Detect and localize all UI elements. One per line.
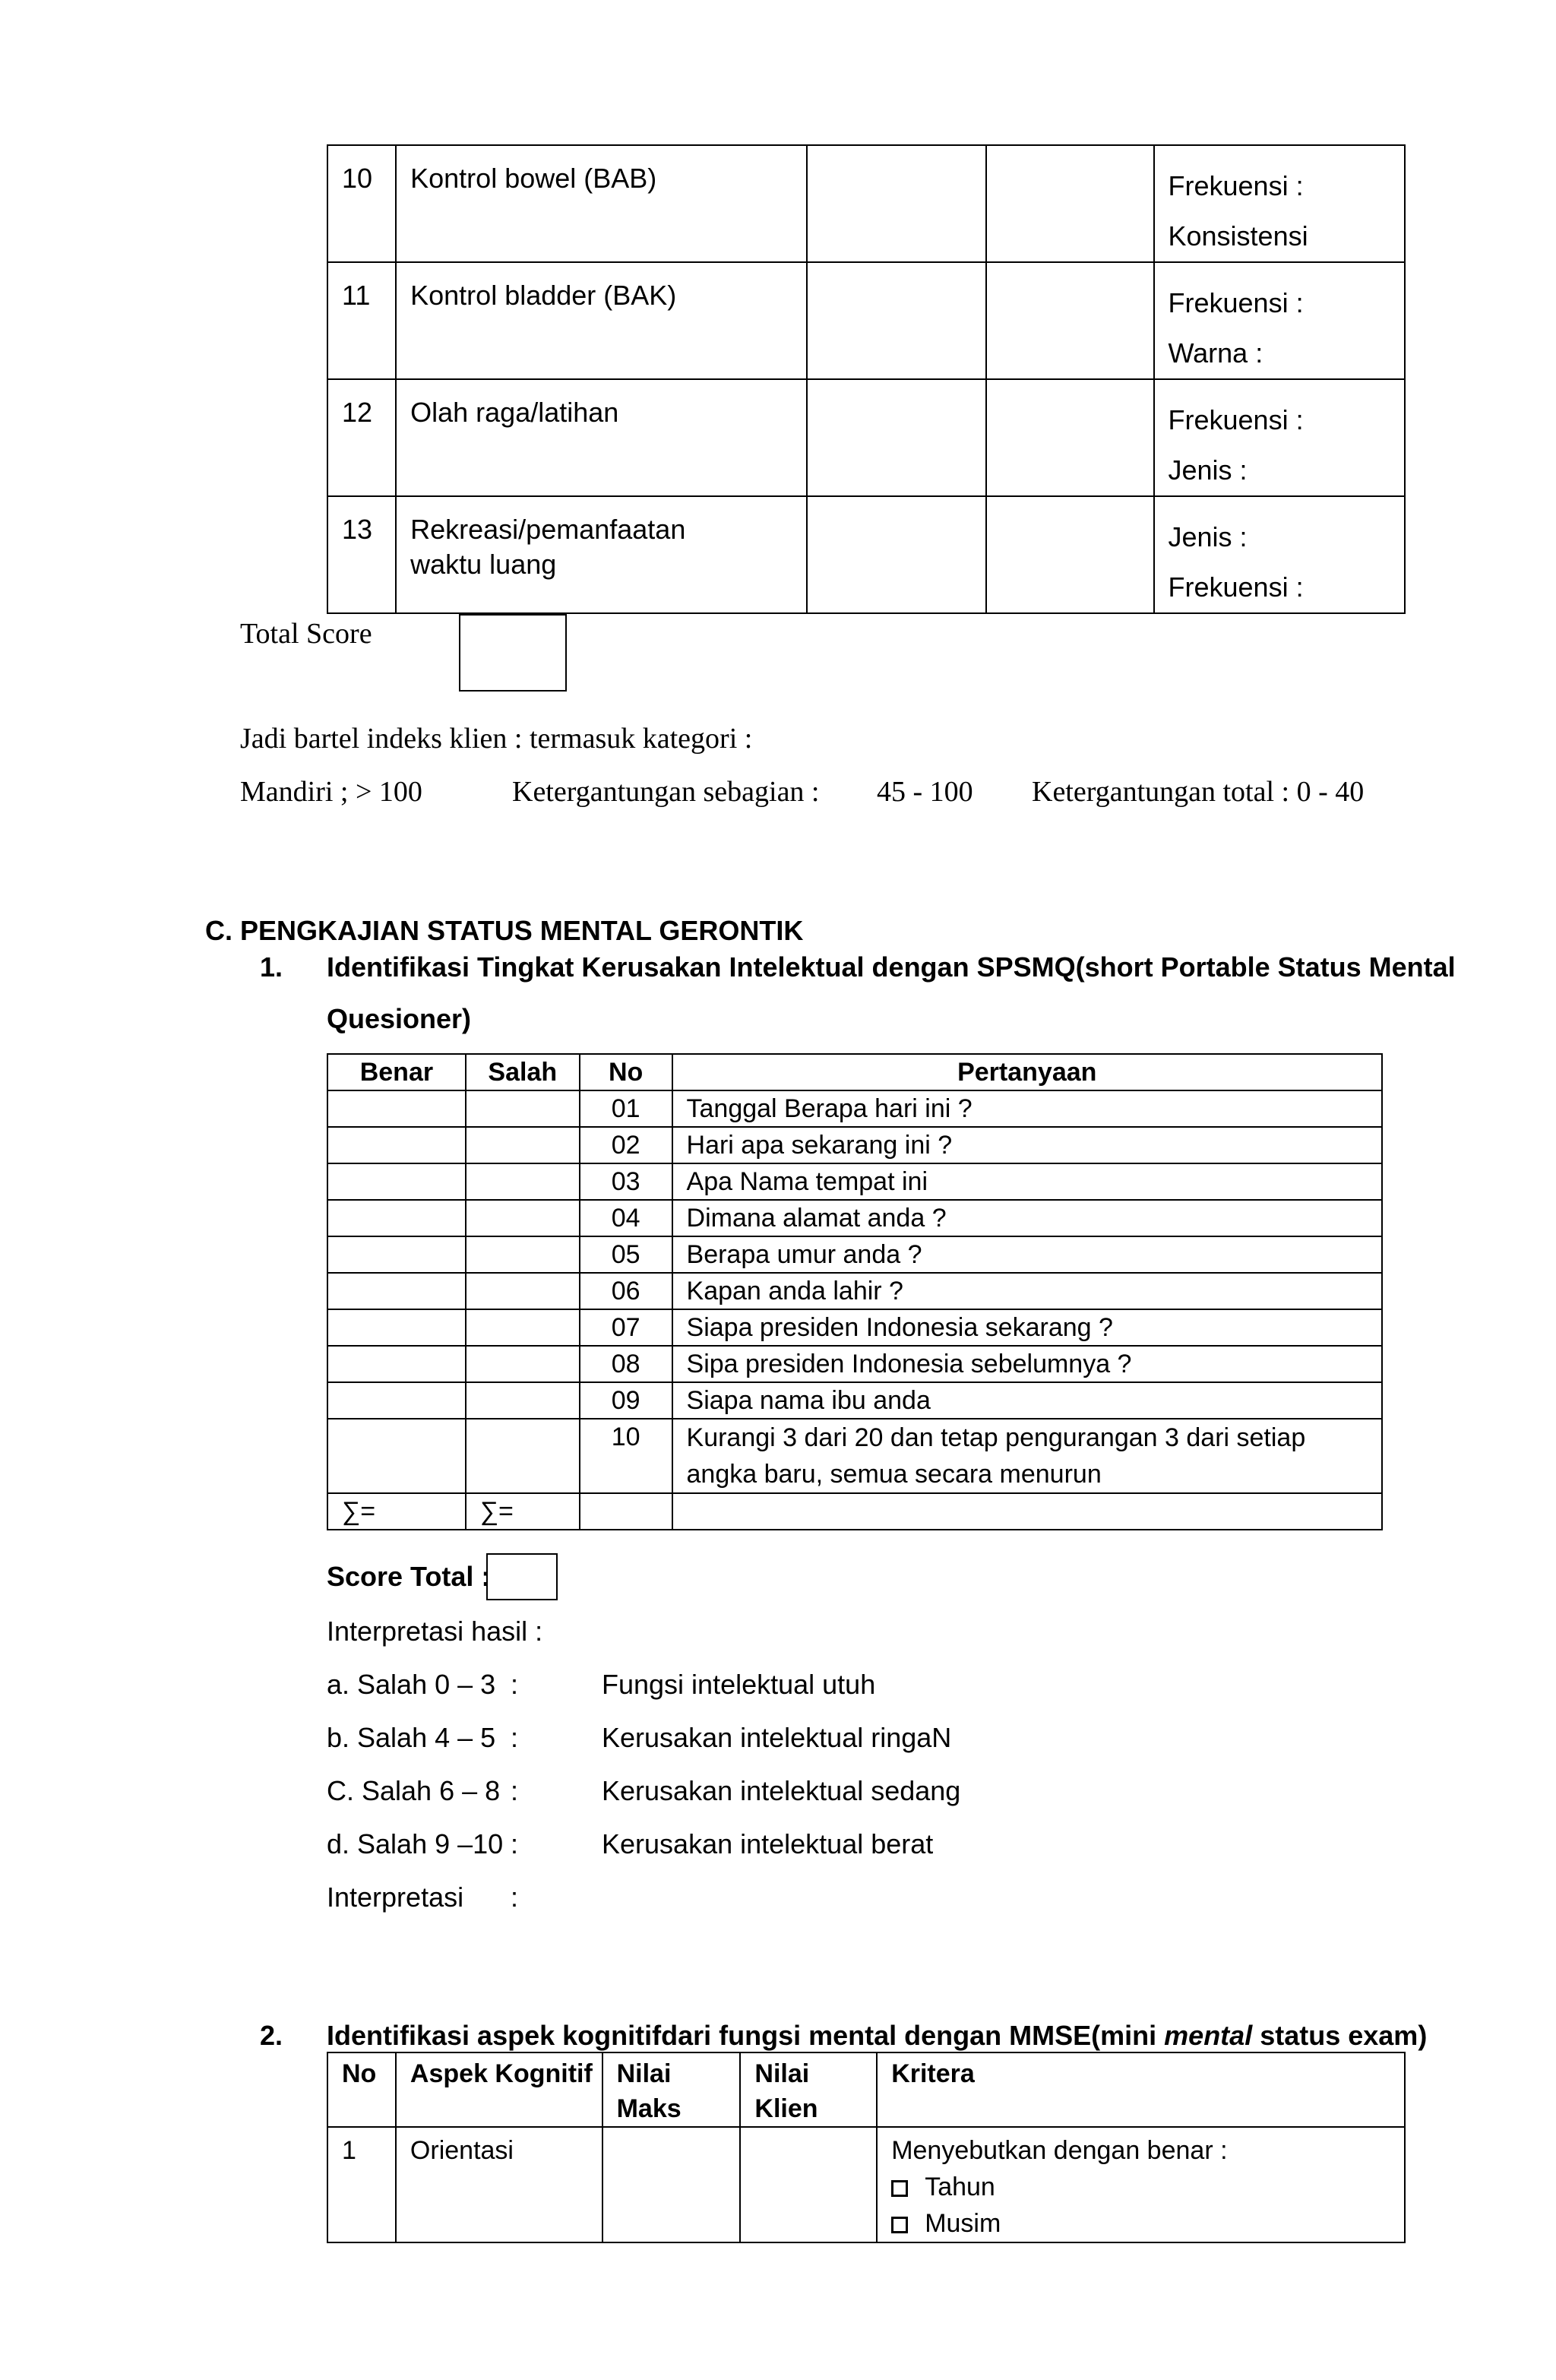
benar-cell[interactable]: [327, 1419, 466, 1493]
question-text: Sipa presiden Indonesia sebelumnya ?: [672, 1346, 1382, 1382]
question-number: 06: [580, 1273, 672, 1309]
interpretation-range: d. Salah 9 –10: [327, 1828, 504, 1859]
table-row: [327, 1273, 1382, 1309]
table-row: [327, 496, 1405, 613]
benar-cell[interactable]: [327, 1127, 466, 1163]
score-cell[interactable]: [986, 379, 1153, 496]
notes-cell: Frekuensi : Jenis :: [1154, 379, 1406, 496]
score-cell[interactable]: [986, 496, 1153, 613]
question-number: 03: [580, 1163, 672, 1200]
salah-cell[interactable]: [466, 1273, 580, 1309]
table-header-row: [327, 1054, 1382, 1090]
header-salah: Salah: [466, 1054, 580, 1090]
nilai-klien-cell[interactable]: [740, 2127, 877, 2242]
table-row: [327, 1127, 1382, 1163]
item-1-title: Identifikasi Tingkat Kerusakan Intelektual dengan SPSMQ(short Portable Status Mental: [327, 951, 1456, 983]
spsmq-table: [327, 1053, 1383, 1530]
option-item[interactable]: [891, 2169, 1404, 2205]
table-row: [327, 145, 1405, 262]
score-cell[interactable]: [986, 262, 1153, 379]
aspek-cell: Orientasi: [396, 2127, 602, 2242]
table-row: [327, 1163, 1382, 1200]
question-number: 08: [580, 1346, 672, 1382]
salah-cell[interactable]: [466, 1236, 580, 1273]
row-number: 12: [327, 379, 396, 496]
notes-cell: Frekuensi : Konsistensi: [1154, 145, 1406, 262]
kriteria-title: Menyebutkan dengan benar :: [891, 2136, 1228, 2165]
salah-cell[interactable]: [466, 1419, 580, 1493]
question-text: Kapan anda lahir ?: [672, 1273, 1382, 1309]
header-no: No: [327, 2052, 396, 2127]
question-text: Hari apa sekarang ini ?: [672, 1127, 1382, 1163]
notes-cell: Jenis : Frekuensi :: [1154, 496, 1406, 613]
interpretation-separator: :: [511, 1828, 519, 1859]
header-kriteria: Kritera: [877, 2052, 1405, 2127]
activity-cell: Kontrol bladder (BAK): [396, 262, 807, 379]
score-cell[interactable]: [807, 145, 986, 262]
benar-cell[interactable]: [327, 1382, 466, 1419]
question-number: 10: [580, 1419, 672, 1493]
empty-cell: [672, 1493, 1382, 1530]
header-pertanyaan: Pertanyaan: [672, 1054, 1382, 1090]
sum-row: [327, 1493, 1382, 1530]
benar-cell[interactable]: [327, 1163, 466, 1200]
activity-cell: Kontrol bowel (BAB): [396, 145, 807, 262]
question-number: 07: [580, 1309, 672, 1346]
table-row: [327, 1419, 1382, 1493]
salah-cell[interactable]: [466, 1127, 580, 1163]
row-number: 1: [327, 2127, 396, 2242]
item-2-title: Identifikasi aspek kognitifdari fungsi mental dengan MMSE(mini mental status exam): [327, 2020, 1428, 2051]
header-nilai-klien: Nilai Klien: [740, 2052, 877, 2127]
item-1-number: 1.: [260, 951, 283, 983]
nilai-maks-cell[interactable]: [602, 2127, 741, 2242]
score-cell[interactable]: [807, 262, 986, 379]
empty-cell: [580, 1493, 672, 1530]
table-row: [327, 1309, 1382, 1346]
interpretation-range: C. Salah 6 – 8: [327, 1775, 501, 1806]
total-score-label: Total Score: [240, 618, 372, 650]
category-sebagian-range: 45 - 100: [877, 776, 973, 808]
question-number: 02: [580, 1127, 672, 1163]
question-text: Apa Nama tempat ini: [672, 1163, 1382, 1200]
header-no: No: [580, 1054, 672, 1090]
table-row: [327, 1346, 1382, 1382]
interpretation-range: b. Salah 4 – 5: [327, 1722, 496, 1753]
barthel-index-table: [327, 144, 1406, 614]
sum-salah: ∑=: [466, 1493, 580, 1530]
score-cell[interactable]: [807, 379, 986, 496]
question-text: Kurangi 3 dari 20 dan tetap pengurangan 3 dari setiap angka baru, semua secara menurun: [672, 1419, 1382, 1493]
table-row: [327, 1382, 1382, 1419]
benar-cell[interactable]: [327, 1346, 466, 1382]
activity-cell: Olah raga/latihan: [396, 379, 807, 496]
table-row: [327, 1090, 1382, 1127]
interpretation-meaning: Kerusakan intelektual ringaN: [602, 1722, 952, 1753]
question-text: Berapa umur anda ?: [672, 1236, 1382, 1273]
salah-cell[interactable]: [466, 1090, 580, 1127]
interpretasi-separator: :: [511, 1882, 519, 1913]
row-number: 11: [327, 262, 396, 379]
salah-cell[interactable]: [466, 1163, 580, 1200]
activity-cell: Rekreasi/pemanfaatan waktu luang: [396, 496, 807, 613]
row-number: 10: [327, 145, 396, 262]
table-row: [327, 1236, 1382, 1273]
score-cell[interactable]: [986, 145, 1153, 262]
interpretation-separator: :: [511, 1669, 519, 1700]
score-total-label: Score Total :: [327, 1561, 491, 1592]
option-item[interactable]: [891, 2205, 1404, 2242]
benar-cell[interactable]: [327, 1090, 466, 1127]
row-number: 13: [327, 496, 396, 613]
question-number: 04: [580, 1200, 672, 1236]
table-row: [327, 379, 1405, 496]
option-label: Tahun: [925, 2173, 995, 2201]
table-row: [327, 2127, 1405, 2242]
section-c-heading: C. PENGKAJIAN STATUS MENTAL GERONTIK: [205, 915, 804, 946]
category-total: Ketergantungan total : 0 - 40: [1032, 776, 1365, 808]
interpretasi-label: Interpretasi: [327, 1882, 464, 1913]
question-text: Siapa nama ibu anda: [672, 1382, 1382, 1419]
benar-cell[interactable]: [327, 1200, 466, 1236]
question-text: Siapa presiden Indonesia sekarang ?: [672, 1309, 1382, 1346]
salah-cell[interactable]: [466, 1346, 580, 1382]
interpretasi-hasil-label: Interpretasi hasil :: [327, 1616, 543, 1647]
score-cell[interactable]: [807, 496, 986, 613]
question-number: 09: [580, 1382, 672, 1419]
salah-cell[interactable]: [466, 1309, 580, 1346]
header-nilai-maks: Nilai Maks: [602, 2052, 741, 2127]
total-score-box[interactable]: [459, 614, 567, 692]
sum-benar: ∑=: [327, 1493, 466, 1530]
item-1-title-cont: Quesioner): [327, 1003, 472, 1034]
question-number: 05: [580, 1236, 672, 1273]
question-text: Dimana alamat anda ?: [672, 1200, 1382, 1236]
benar-cell[interactable]: [327, 1309, 466, 1346]
category-mandiri: Mandiri ; > 100: [240, 776, 422, 808]
barthel-conclusion: Jadi bartel indeks klien : termasuk kategori :: [240, 723, 753, 755]
option-label: Musim: [925, 2209, 1001, 2238]
table-row: [327, 1200, 1382, 1236]
table-header-row: [327, 2052, 1405, 2127]
score-total-box[interactable]: [486, 1553, 558, 1600]
item-2-number: 2.: [260, 2020, 283, 2051]
interpretation-meaning: Kerusakan intelektual berat: [602, 1828, 934, 1859]
kriteria-cell: [877, 2127, 1405, 2242]
interpretation-separator: :: [511, 1722, 519, 1753]
salah-cell[interactable]: [466, 1382, 580, 1419]
interpretation-meaning: Fungsi intelektual utuh: [602, 1669, 876, 1700]
mmse-table: [327, 2052, 1406, 2243]
category-sebagian: Ketergantungan sebagian :: [512, 776, 820, 808]
interpretation-meaning: Kerusakan intelektual sedang: [602, 1775, 961, 1806]
salah-cell[interactable]: [466, 1200, 580, 1236]
interpretation-separator: :: [511, 1775, 519, 1806]
benar-cell[interactable]: [327, 1273, 466, 1309]
interpretation-range: a. Salah 0 – 3: [327, 1669, 496, 1700]
question-number: 01: [580, 1090, 672, 1127]
benar-cell[interactable]: [327, 1236, 466, 1273]
table-row: [327, 262, 1405, 379]
notes-cell: Frekuensi : Warna :: [1154, 262, 1406, 379]
checkbox-icon[interactable]: [891, 2217, 908, 2233]
header-benar: Benar: [327, 1054, 466, 1090]
header-aspek-kognitif: Aspek Kognitif: [396, 2052, 602, 2127]
question-text: Tanggal Berapa hari ini ?: [672, 1090, 1382, 1127]
checkbox-icon[interactable]: [891, 2180, 908, 2197]
